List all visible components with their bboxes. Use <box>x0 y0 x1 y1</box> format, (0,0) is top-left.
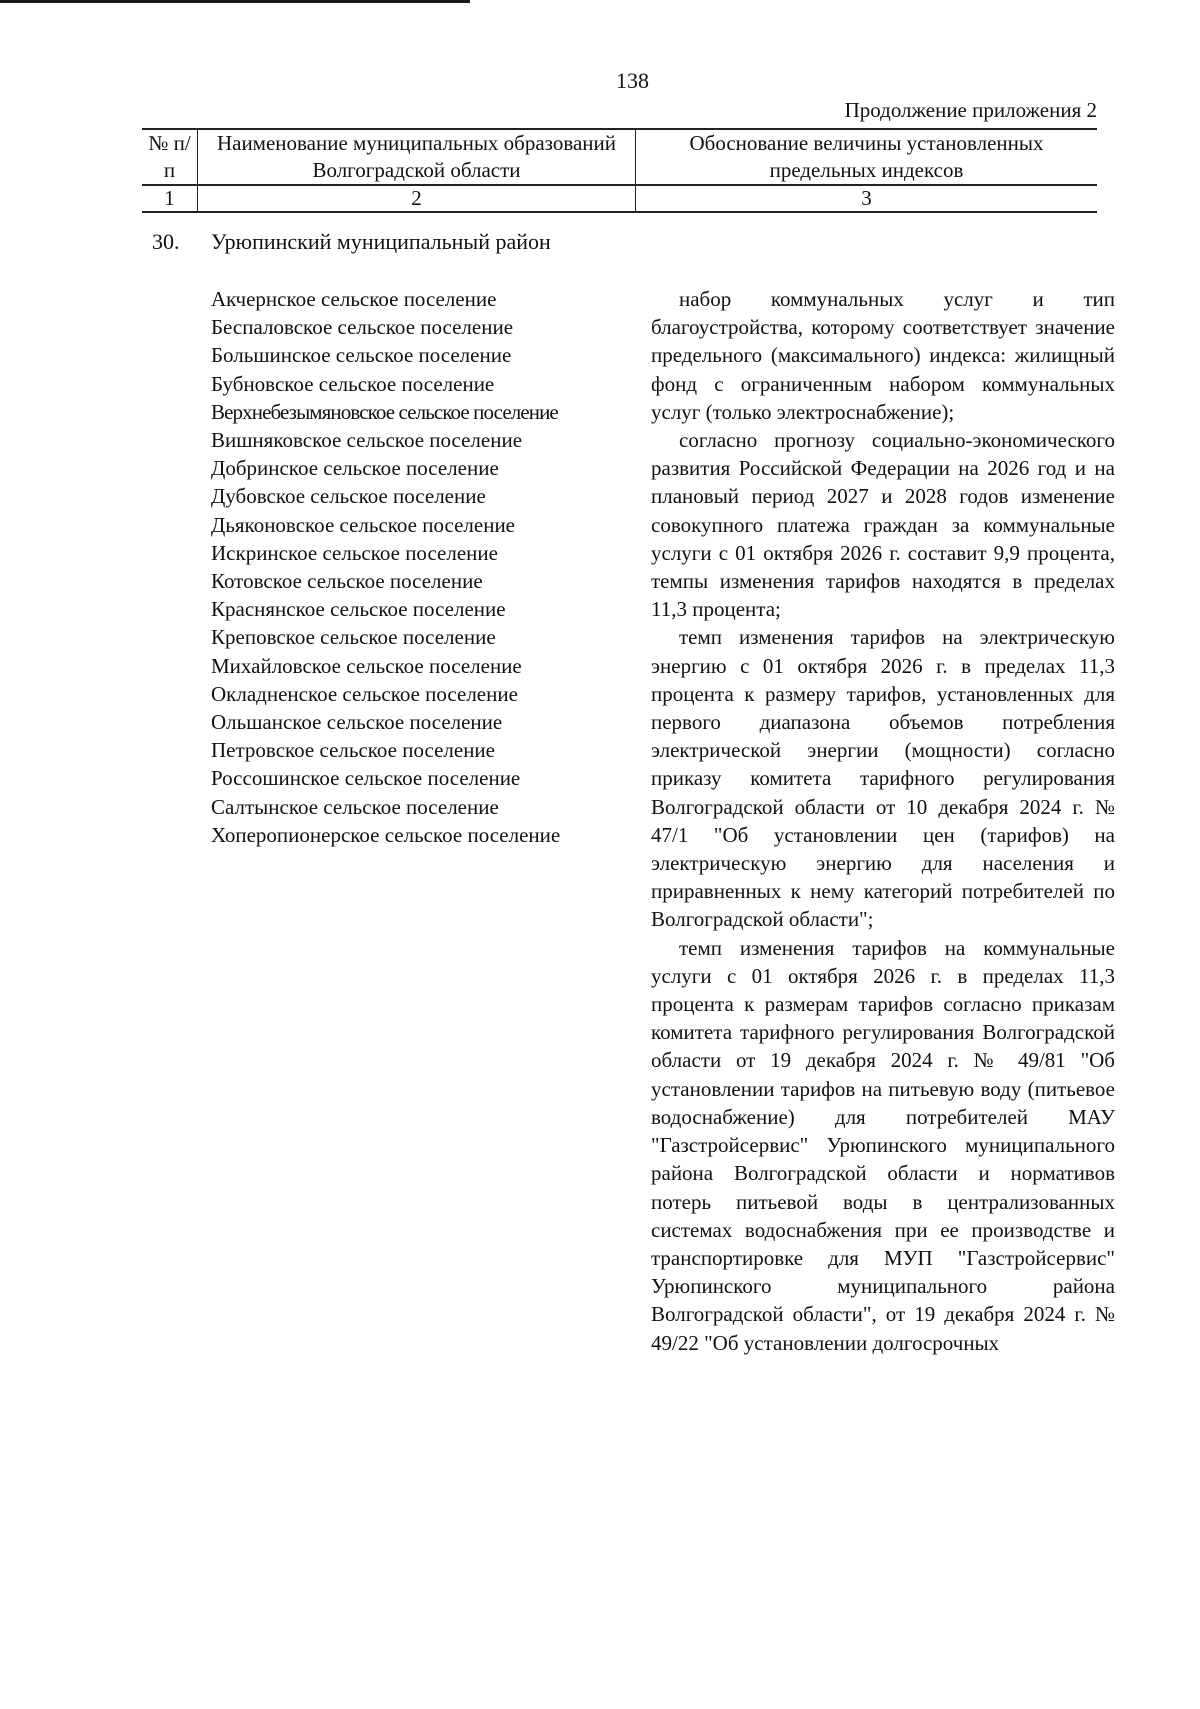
justification-paragraph-communal: темп изменения тарифов на коммунальные услуги с 01 октября 2026 г. в пределах 11,3 процента к размерам тарифов согласно приказам комитета тарифного регулирования Волгоградской области от 19 декабря 2024 г. № 49/81 "Об установлении тарифов на питьевую воду (питьевое водоснабжение) для потребителей МАУ "Газстройсервис" Урюпинского муниципального района Волгоградской области и нормативов потерь питьевой воды в централизованных системах водоснабжения при ее производстве и транспортировке для МУП "Газстройсервис" Урюпинского муниципального района Волгоградской области", от 19 декабря 2024 г. № 49/22 "Об установлении долгосрочных <box>651 935 1115 1355</box>
scan-edge-line <box>0 0 470 3</box>
section-title: Урюпинский муниципальный район <box>211 229 551 254</box>
settlement-item: Хоперопионерское сельское поселение <box>211 822 561 847</box>
header-cell-municipality: Наименование муниципальных образований Волгоградской области <box>198 129 636 185</box>
column-number-3: 3 <box>636 185 1098 212</box>
continuation-label: Продолжение приложения 2 <box>844 98 1097 122</box>
settlement-item: Ольшанское сельское поселение <box>211 710 503 735</box>
column-number-1: 1 <box>142 185 198 212</box>
settlement-item: Дьяконовское сельское поселение <box>211 512 516 537</box>
settlement-item: Михайловское сельское поселение <box>211 653 522 678</box>
settlement-item: Искринское сельское поселение <box>211 540 498 565</box>
header-cell-justification: Обоснование величины установленных предельных индексов <box>636 129 1098 185</box>
section-number: 30. <box>152 229 180 254</box>
settlement-item: Котовское сельское поселение <box>211 569 483 594</box>
settlement-item: Большинское сельское поселение <box>211 343 512 368</box>
settlement-list <box>211 285 560 849</box>
settlement-item: Беспаловское сельское поселение <box>211 315 514 340</box>
column-number-2: 2 <box>198 185 636 212</box>
settlement-item: Акчернское сельское поселение <box>211 287 497 311</box>
settlement-item: Верхнебезымяновское сельское поселение <box>211 399 558 424</box>
justification-paragraph-forecast: согласно прогнозу социально-экономического развития Российской Федерации на 2026 год и на плановый период 2027 и 2028 годов изменение совокупного платежа граждан за коммунальные услуги с 01 октября 2026 г. составит 9,9 процента, темпы изменения тарифов находятся в пределах 11,3 процента; <box>651 428 1115 622</box>
justification-paragraph-electricity: темп изменения тарифов на электрическую энергию с 01 октября 2026 г. в пределах 11,3 процента к размеру тарифов, установленных для первого диапазона объемов потребления электрической энергии (мощности) согласно приказу комитета тарифного регулирования Волгоградской области от 10 декабря 2024 г. № 47/1 "Об установлении цен (тарифов) на электрическую энергию для населения и приравненных к нему категорий потребителей по Волгоградской области"; <box>651 625 1115 932</box>
header-row <box>142 129 1097 185</box>
settlement-item: Дубовское сельское поселение <box>211 484 486 509</box>
settlement-item: Краснянское сельское поселение <box>211 597 506 622</box>
settlement-item: Креповское сельское поселение <box>211 625 496 650</box>
settlement-item: Россошинское сельское поселение <box>211 766 521 791</box>
settlement-item: Вишняковское сельское поселение <box>211 428 523 453</box>
header-table <box>142 128 1097 213</box>
settlement-item: Окладненское сельское поселение <box>211 681 518 706</box>
justification-text <box>651 285 1115 1357</box>
page-number: 138 <box>616 68 649 93</box>
settlement-item: Петровское сельское поселение <box>211 738 495 763</box>
justification-paragraph-utilities: набор коммунальных услуг и тип благоустройства, которому соответствует значение предельного (максимального) индекса: жилищный фонд с ограниченным набором коммунальных услуг (только электроснабжение); <box>651 287 1115 424</box>
column-number-row <box>142 185 1097 212</box>
header-cell-number: № п/п <box>142 129 198 185</box>
settlement-item: Салтынское сельское поселение <box>211 794 499 819</box>
settlement-item: Бубновское сельское поселение <box>211 371 495 396</box>
settlement-item: Добринское сельское поселение <box>211 456 499 481</box>
